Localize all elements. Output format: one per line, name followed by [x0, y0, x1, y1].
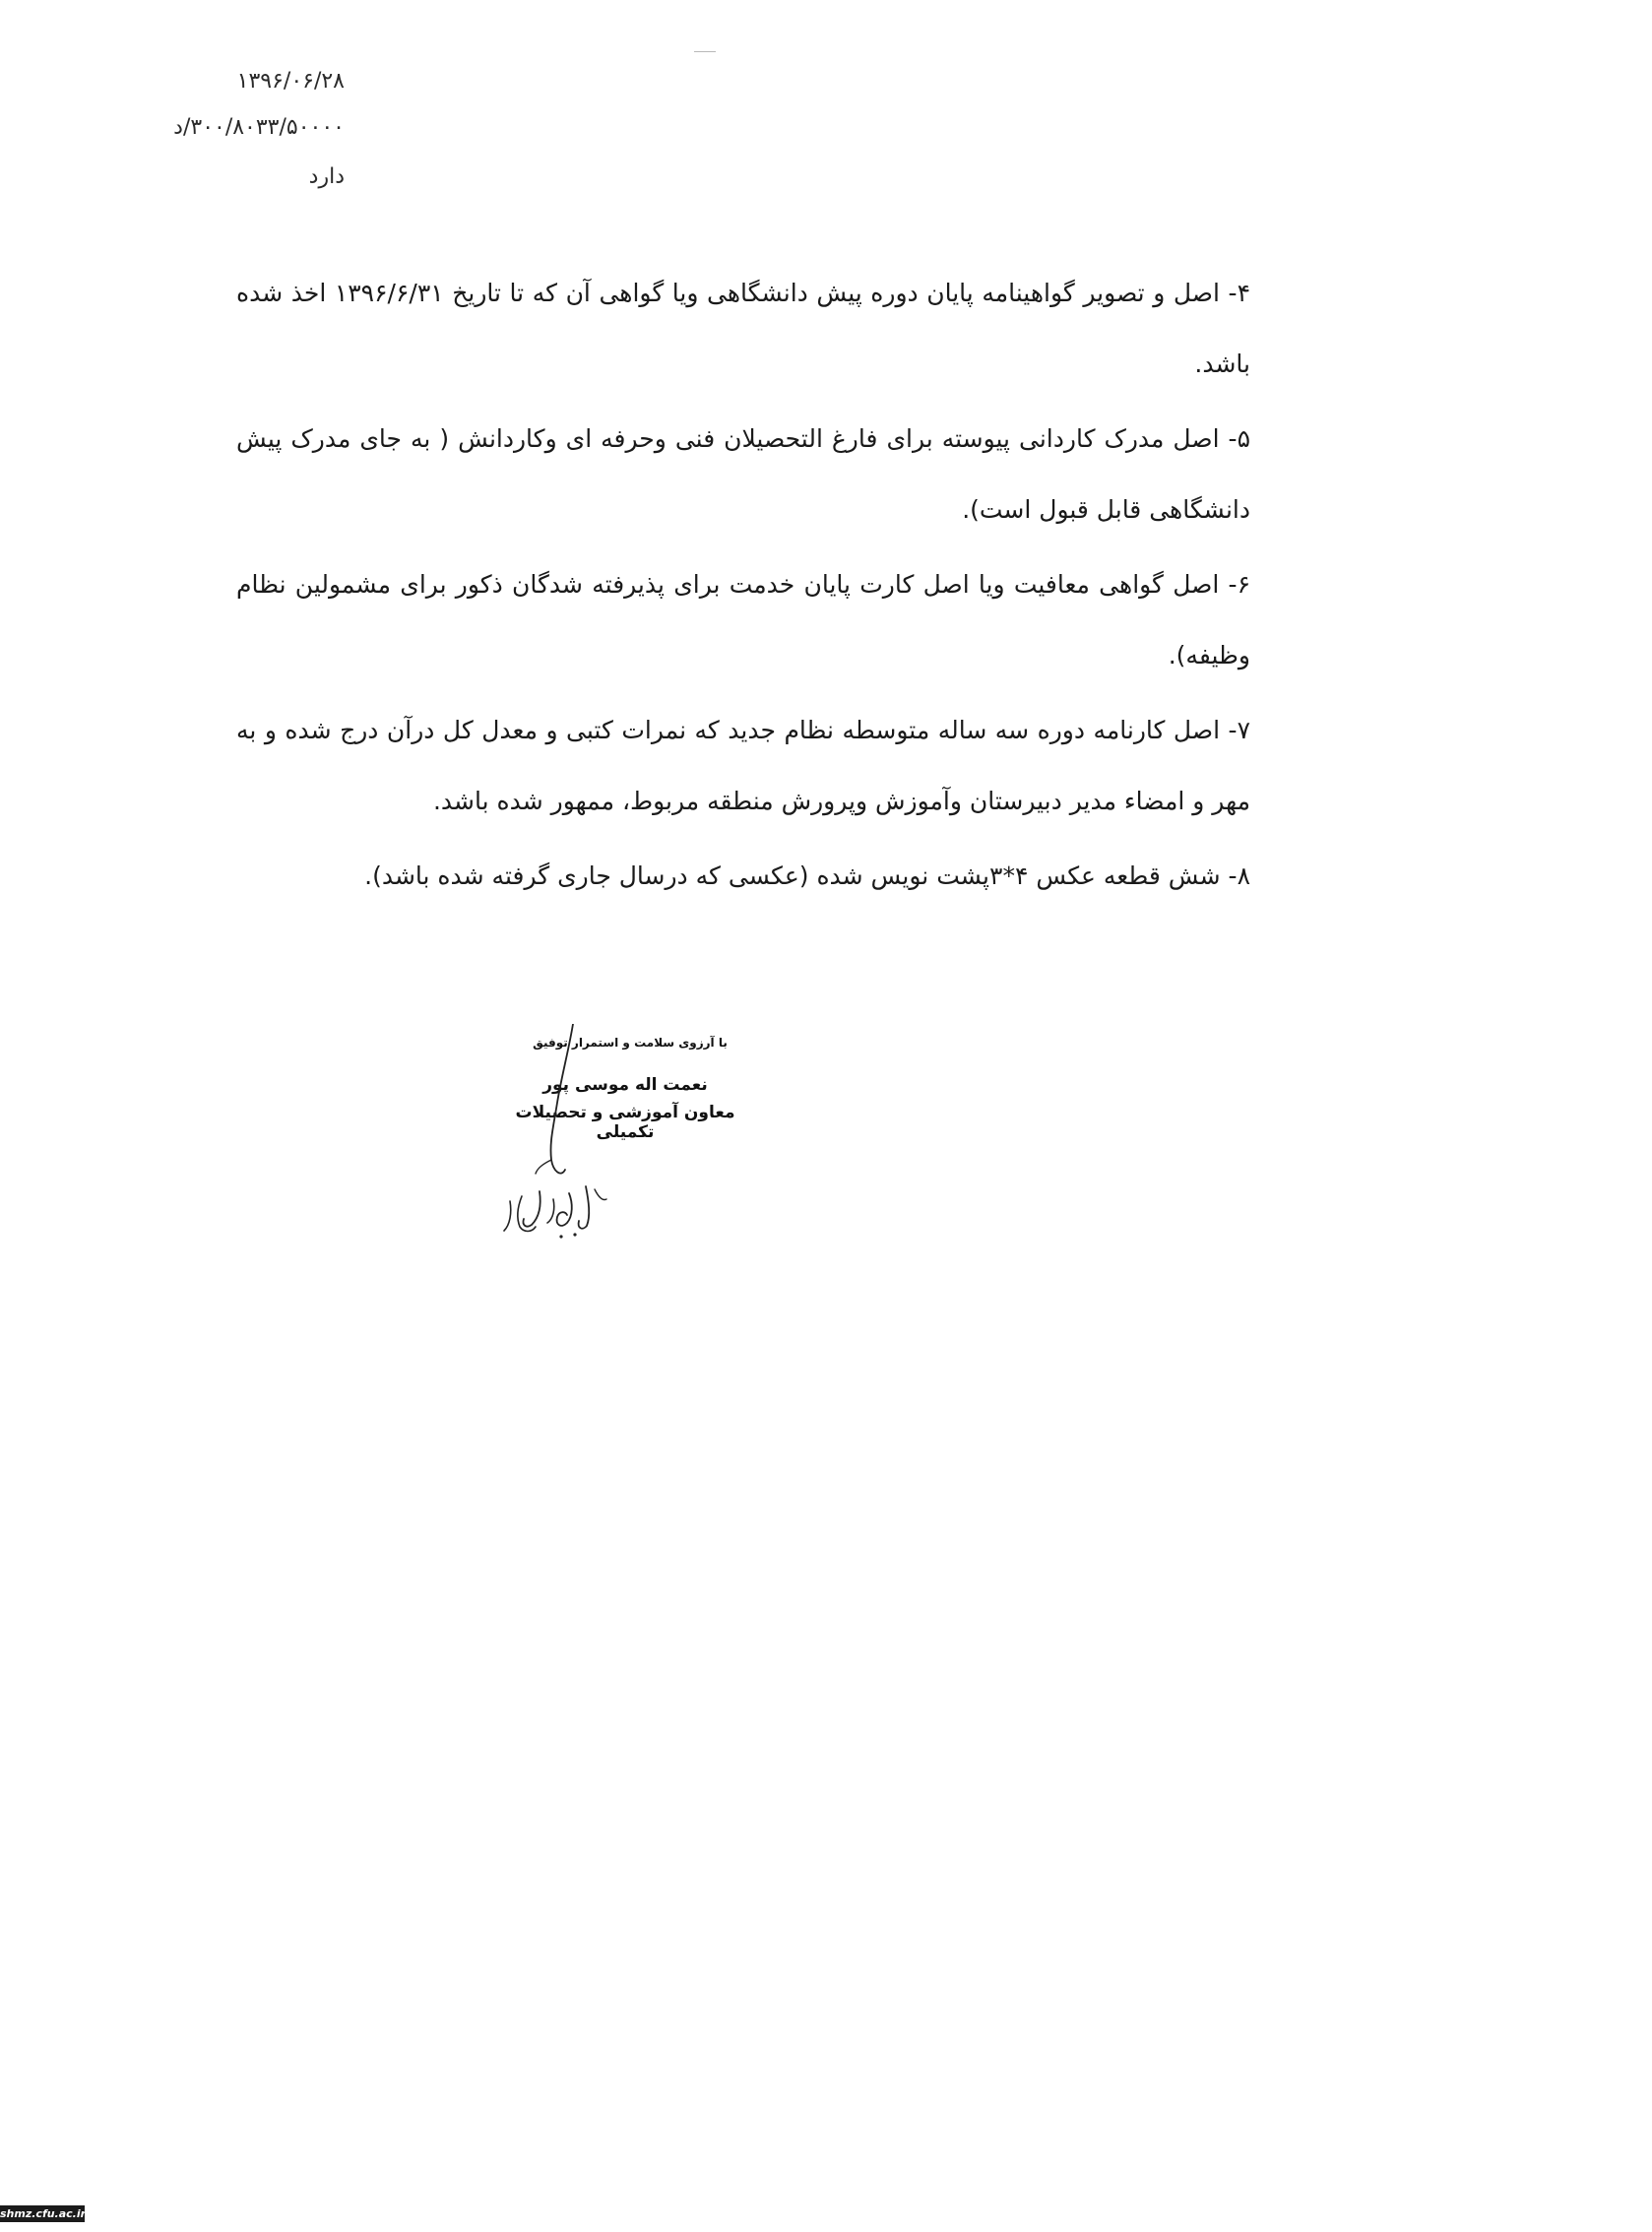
signature-greeting: با آرزوی سلامت و استمرار توفیق: [533, 1036, 728, 1050]
site-watermark: shmz.cfu.ac.ir: [0, 2207, 87, 2220]
letter-number: ۳۰۰/۸۰۳۳/۵۰۰۰۰/د: [173, 115, 345, 140]
signature-block: [492, 1024, 758, 1250]
signatory-title: معاون آموزشی و تحصیلات تکمیلی: [515, 1103, 735, 1142]
letter-attachment: دارد: [308, 164, 345, 189]
requirement-item-8: ۸- شش قطعه عکس ۴*۳پشت نویس شده (عکسی که درسال جاری گرفته شده باشد).: [364, 861, 1250, 890]
requirement-item-7: ۷- اصل کارنامه دوره سه ساله متوسطه نظام جدید که نمرات کتبی و معدل کل درآن درج شده و به مهر و امضاء مدیر دبیرستان وآموزش وپرورش منطقه مربوط، ممهور شده باشد.: [236, 716, 1250, 815]
requirement-item-6: ۶- اصل گواهی معافیت ویا اصل کارت پایان خدمت برای پذیرفته شدگان ذکور برای مشمولین نظام وظیفه).: [236, 570, 1250, 670]
requirements-list: [236, 258, 1250, 916]
signatory-name: نعمت اله موسی پور: [542, 1075, 708, 1095]
requirement-item-4: ۴- اصل و تصویر گواهینامه پایان دوره پیش دانشگاهی ویا گواهی آن که تا تاریخ ۱۳۹۶/۶/۳۱ اخذ شده باشد.: [236, 279, 1250, 378]
scan-artifact: [694, 51, 716, 52]
handwritten-signature: [492, 1024, 758, 1250]
requirement-item-5: ۵- اصل مدرک کاردانی پیوسته برای فارغ التحصیلان فنی وحرفه ای وکاردانش ( به جای مدرک پیش دانشگاهی قابل قبول است).: [236, 424, 1250, 524]
letter-date: ۱۳۹۶/۰۶/۲۸: [236, 69, 345, 94]
